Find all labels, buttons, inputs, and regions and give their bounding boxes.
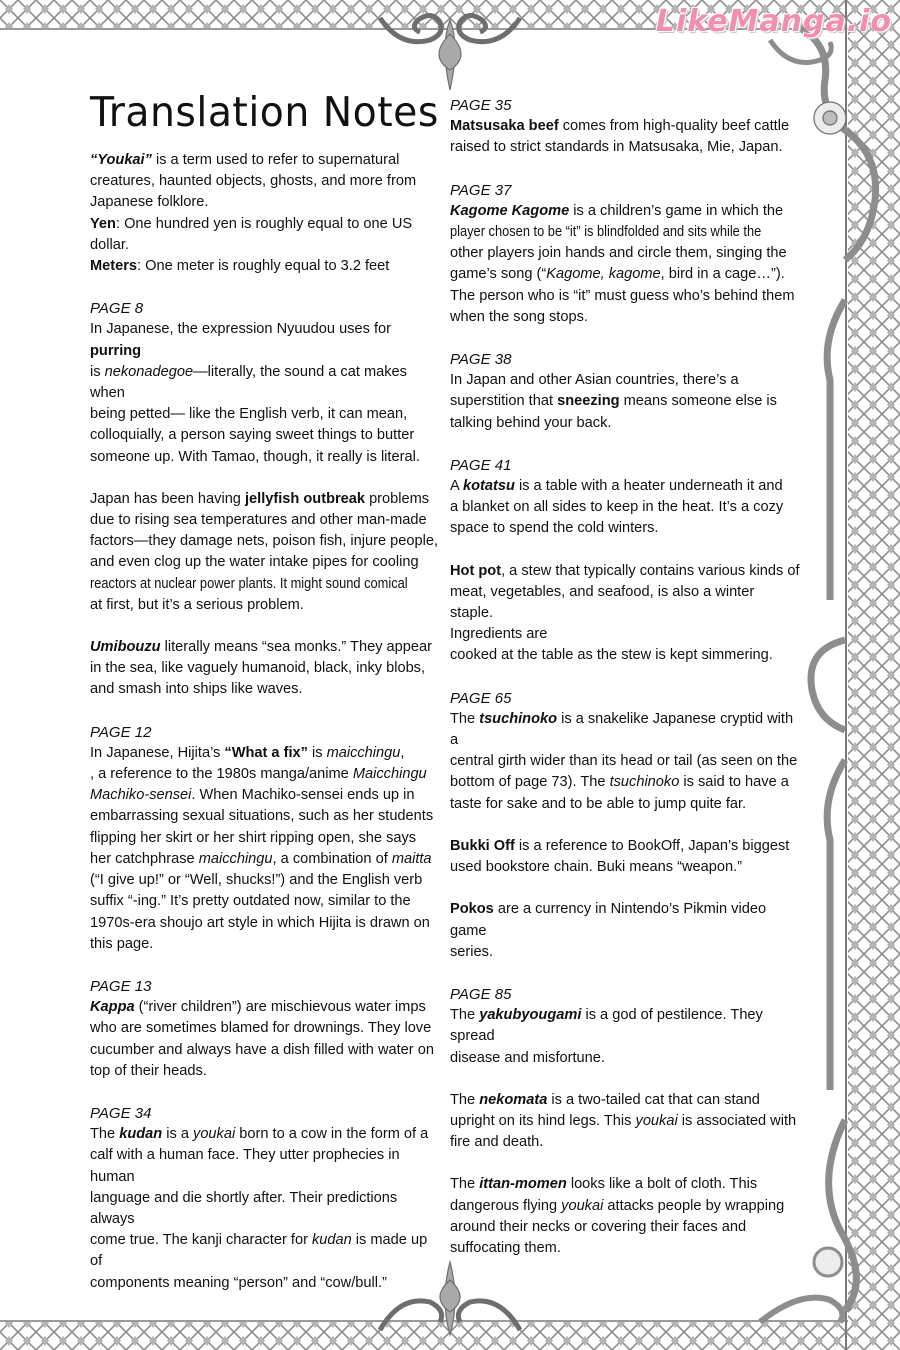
text-line: The tsuchinoko is a snakelike Japanese cryptid with a: [450, 710, 794, 749]
text-line: Japanese folklore.: [90, 194, 209, 211]
text-line: Kagome Kagome is a children’s game in which the: [450, 202, 784, 219]
text-line: is nekonadegoe—literally, the sound a cat makes when: [90, 363, 407, 402]
text-line: Umibouzu literally means “sea monks.” They appear: [90, 639, 432, 656]
text-line: Hot pot, a stew that typically contains various kinds of: [450, 562, 800, 579]
text-line: game’s song (“Kagome, kagome, bird in a cage…”).: [450, 266, 785, 283]
text-line: In Japan and other Asian countries, there’s a: [450, 372, 739, 389]
text-line: calf with a human face. They utter prophecies in human: [90, 1147, 400, 1185]
text-line: , a reference to the 1980s manga/anime Maicchingu: [90, 766, 427, 783]
text-line: someone up. With Tamao, though, it really is literal.: [90, 448, 420, 465]
text-line: colloquially, a person saying sweet things to butter: [90, 427, 415, 444]
text-line: Machiko-sensei. When Machiko-sensei ends up in: [90, 787, 415, 804]
text-line: dangerous flying youkai attacks people by wrapping: [450, 1197, 785, 1214]
page-heading: PAGE 85: [450, 985, 512, 1003]
text-line: (“I give up!” or “Well, shucks!”) and the English verb: [90, 872, 423, 889]
page-heading: PAGE 65: [450, 689, 512, 707]
text-line: space to spend the cold winters.: [450, 520, 659, 537]
text-line: dollar.: [90, 236, 129, 253]
text-line: and smash into ships like waves.: [90, 681, 303, 698]
text-line: who are sometimes blamed for drownings. They love: [90, 1020, 432, 1037]
text-line: cucumber and always have a dish filled with water on: [90, 1041, 434, 1058]
text-line: top of their heads.: [90, 1062, 207, 1079]
text-line: upright on its hind legs. This youkai is associated with: [450, 1112, 797, 1129]
text-line: Yen: One hundred yen is roughly equal to one US: [90, 215, 413, 232]
text-line: come true. The kanji character for kudan is made up of: [90, 1232, 428, 1270]
text-line: “Youkai” is a term used to refer to supernatural: [90, 152, 400, 168]
text-line: factors—they damage nets, poison fish, injure people,: [90, 533, 439, 550]
text-line: The ittan-momen looks like a bolt of cloth. This: [450, 1176, 758, 1193]
page-title: Translation Notes: [90, 88, 439, 136]
text-line: Kappa (“river children”) are mischievous water imps: [90, 999, 426, 1016]
text-line: fire and death.: [450, 1134, 544, 1151]
text-line: Meters: One meter is roughly equal to 3.2 feet: [90, 258, 390, 275]
text-line: due to rising sea temperatures and other man-made: [90, 512, 427, 529]
text-line: being petted— like the English verb, it can mean,: [90, 406, 408, 423]
text-line: player chosen to be “it” is blindfolded and sits while the: [450, 224, 762, 241]
text-line: suffix “-ing.” It’s pretty outdated now, similar to the: [90, 893, 411, 910]
text-line: flipping her skirt or her shirt ripping open, she says: [90, 829, 417, 846]
page-heading: PAGE 12: [90, 723, 152, 741]
text-line: taste for sake and to be able to jump quite far.: [450, 795, 747, 812]
text-line: reactors at nuclear power plants. It might sound comical: [90, 575, 408, 592]
text-line: cooked at the table as the stew is kept simmering.: [450, 647, 773, 664]
page-heading: PAGE 41: [450, 456, 512, 474]
page-heading: PAGE 35: [450, 97, 512, 114]
text-line: In Japanese, Hijita’s “What a fix” is maicchingu,: [90, 744, 405, 761]
text-line: The kudan is a youkai born to a cow in the form of a: [90, 1126, 429, 1143]
page-heading: PAGE 37: [450, 181, 512, 199]
text-line: other players join hands and circle them, singing the: [450, 245, 787, 262]
text-line: 1970s-era shoujo art style in which Hijita is drawn on: [90, 914, 430, 931]
page-heading: PAGE 13: [90, 977, 152, 995]
page-heading: PAGE 34: [90, 1104, 152, 1122]
text-line: superstition that sneezing means someone else is: [450, 393, 777, 410]
text-line: her catchphrase maicchingu, a combination of maitta: [90, 850, 432, 867]
text-line: and even clog up the water intake pipes for cooling: [90, 554, 419, 571]
text-line: Japan has been having jellyfish outbreak problems: [90, 490, 430, 507]
text-line: meat, vegetables, and seafood, is also a winter staple.: [450, 583, 755, 622]
page-heading: PAGE 38: [450, 351, 512, 369]
text-line: Pokos are a currency in Nintendo’s Pikmin video game: [450, 901, 767, 939]
text-line: a blanket on all sides to keep in the heat. It’s a cozy: [450, 499, 784, 516]
text-line: Matsusaka beef comes from high-quality beef cattle: [450, 118, 790, 135]
text-line: around their necks or covering their faces and: [450, 1218, 747, 1235]
page-heading: PAGE 8: [90, 300, 144, 318]
text-line: The person who is “it” must guess who’s behind them: [450, 287, 795, 304]
text-line: used bookstore chain. Buki means “weapon.”: [450, 859, 743, 876]
left-column: [90, 150, 440, 1294]
text-line: The nekomata is a two-tailed cat that can stand: [450, 1091, 760, 1108]
text-line: language and die shortly after. Their predictions always: [90, 1189, 398, 1227]
text-line: In Japanese, the expression Nyuudou uses for purring: [90, 321, 391, 359]
text-line: creatures, haunted objects, ghosts, and more from: [90, 173, 417, 190]
site-watermark: LikeManga.io: [655, 4, 892, 39]
text-line: components meaning “person” and “cow/bull.”: [90, 1274, 387, 1291]
text-line: at first, but it’s a serious problem.: [90, 596, 304, 613]
text-line: The yakubyougami is a god of pestilence. They spread: [450, 1007, 763, 1045]
text-line: this page.: [90, 935, 154, 952]
text-line: Bukki Off is a reference to BookOff, Japan’s biggest: [450, 837, 790, 854]
right-column: [450, 95, 800, 1259]
text-line: bottom of page 73). The tsuchinoko is said to have a: [450, 774, 789, 791]
text-line: central girth wider than its head or tail (as seen on the: [450, 753, 798, 770]
text-line: embarrassing sexual situations, such as her students: [90, 808, 434, 825]
text-line: A kotatsu is a table with a heater underneath it and: [450, 478, 783, 495]
text-line: series.: [450, 943, 493, 960]
text-line: disease and misfortune.: [450, 1049, 605, 1066]
text-line: Ingredients are: [450, 626, 548, 643]
text-line: raised to strict standards in Matsusaka, Mie, Japan.: [450, 139, 783, 156]
text-line: in the sea, like vaguely humanoid, black, inky blobs,: [90, 660, 426, 677]
text-line: talking behind your back.: [450, 414, 612, 431]
text-line: when the song stops.: [450, 308, 588, 325]
text-line: suffocating them.: [450, 1239, 561, 1256]
